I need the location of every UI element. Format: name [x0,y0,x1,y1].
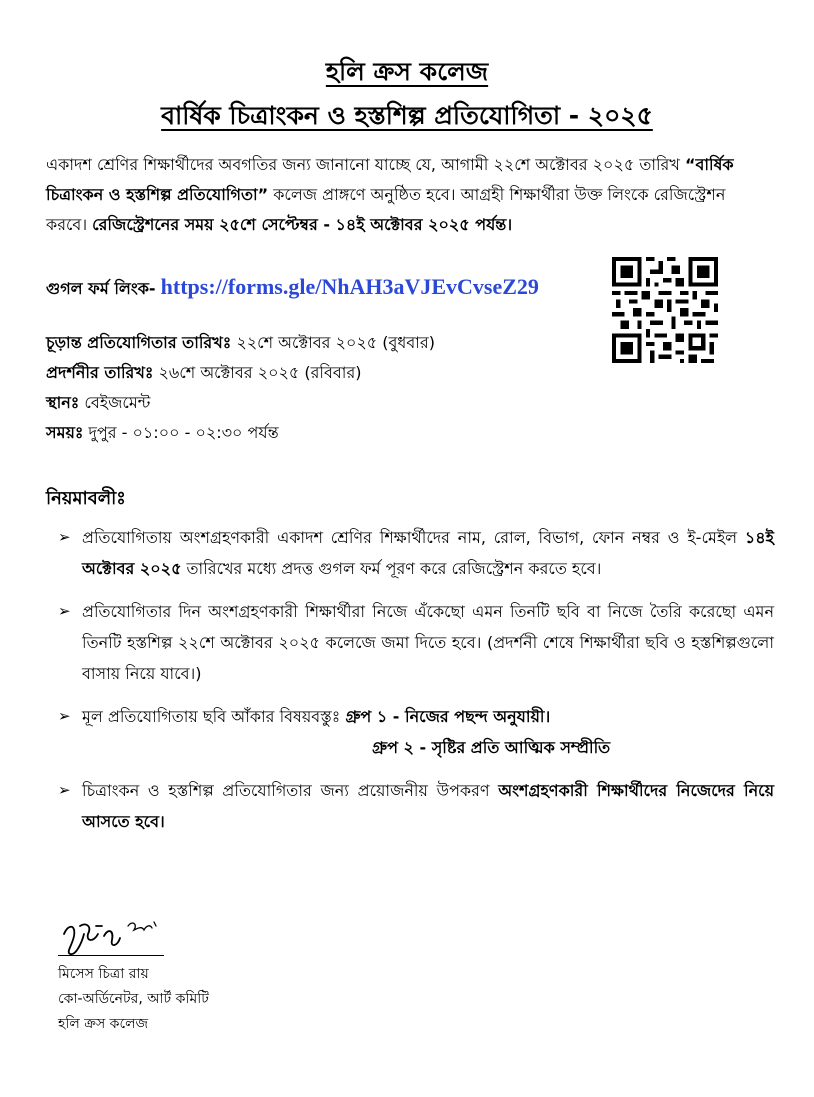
exhibition-date-row [46,358,435,388]
registration-period: রেজিস্ট্রেশনের সময় ২৫শে সেপ্টেম্বর - ১৪ই অক্টোবর ২০২৫ পর্যন্ত। [92,215,513,234]
rules-list [58,522,774,849]
rule-item [58,775,774,837]
signatory-role: কো-অর্ডিনেটর, আর্ট কমিটি [58,991,209,1007]
college-name: হলি ক্রস কলেজ [325,57,489,86]
signature-line [58,955,164,956]
rule-item [58,701,774,763]
venue-value: বেইজমেন্ট [79,393,151,412]
rule-item [58,596,774,689]
rule-1-deadline: ১৪ই অক্টোবর ২০২৫ [82,528,774,578]
intro-event-name: “বার্ষিক চিত্রাংকন ও হস্তশিল্প প্রতিযোগিতা” [46,155,734,204]
signatory-block [58,962,209,1037]
time-value: দুপুর - ০১:০০ - ০২:৩০ পর্যন্ত [83,423,279,442]
time-label: সময়ঃ [46,423,84,442]
handwritten-signature [58,912,168,960]
signatory-name: মিসেস চিত্রা রায় [58,966,149,982]
arrow-bullet-icon: ➢ [58,707,71,725]
form-link-row [46,274,539,303]
rule-item [58,522,774,584]
final-date-value: ২২শে অক্টোবর ২০২৫ (বুধবার) [231,333,435,352]
exhibition-date-value: ২৬শে অক্টোবর ২০২৫ (রবিবার) [153,363,362,382]
intro-text-2: কলেজ প্রাঙ্গণে অনুষ্ঠিত হবে। আগ্রহী শিক্ষার্থীরা উক্ত লিংকে রেজিস্ট্রেশন করবে। [46,185,726,234]
time-row [46,418,435,448]
rules-heading: নিয়মাবলীঃ [46,488,126,509]
notice-title: বার্ষিক চিত্রাংকন ও হস্তশিল্প প্রতিযোগিতা - ২০২৫ [161,101,653,130]
intro-text-1: একাদশ শ্রেণির শিক্ষার্থীদের অবগতির জন্য জানানো যাচ্ছে যে, আগামী ২২শে অক্টোবর ২০২৫ তারিখ [46,155,685,174]
intro-paragraph [46,150,762,240]
venue-label: স্থানঃ [46,393,80,412]
google-form-link[interactable]: https://forms.gle/NhAH3aVJEvCvseZ29 [160,274,539,299]
rule-4-text: চিত্রাংকন ও হস্তশিল্প প্রতিযোগিতার জন্য প্রয়োজনীয় উপকরণ [82,781,499,800]
rule-3-group-2: গ্রুপ ২ - সৃষ্টির প্রতি আত্মিক সম্প্রীতি [372,738,611,757]
arrow-bullet-icon: ➢ [58,602,71,620]
final-date-label: চূড়ান্ত প্রতিযোগিতার তারিখঃ [46,333,232,352]
event-details [46,328,435,448]
rule-2-text: প্রতিযোগিতার দিন অংশগ্রহণকারী শিক্ষার্থীরা নিজে এঁকেছো এমন তিনটি ছবি বা নিজে তৈরি করেছো এমন তিনটি হস্তশিল্প ২২শে অক্টোবর ২০২৫ কলেজে জমা দিতে হবে। (প্রদর্শনী শেষে শিক্ষার্থীরা ছবি ও হস্তশিল্পগুলো বাসায় নিয়ে যাবে।) [82,602,774,683]
final-date-row [46,328,435,358]
arrow-bullet-icon: ➢ [58,528,71,546]
venue-row [46,388,435,418]
qr-code-icon[interactable] [612,257,718,363]
exhibition-date-label: প্রদর্শনীর তারিখঃ [46,363,154,382]
rule-1-text: প্রতিযোগিতায় অংশগ্রহণকারী একাদশ শ্রেণির শিক্ষার্থীদের নাম, রোল, বিভাগ, ফোন নম্বর ও ই-মেইল [82,528,745,547]
arrow-bullet-icon: ➢ [58,781,71,799]
form-link-label: গুগল ফর্ম লিংক- [46,279,156,298]
rule-3-group-1: গ্রুপ ১ - নিজের পছন্দ অনুযায়ী। [345,707,551,726]
rule-1-text-end: তারিখের মধ্যে প্রদত্ত গুগল ফর্ম পূরণ করে রেজিস্ট্রেশন করতে হবে। [181,559,602,578]
signatory-org: হলি ক্রস কলেজ [58,1016,149,1032]
rule-3-text: মূল প্রতিযোগিতায় ছবি আঁকার বিষয়বস্তুঃ [82,707,346,726]
rule-4-emphasis: অংশগ্রহণকারী শিক্ষার্থীদের নিজেদের নিয়ে আসতে হবে। [82,781,774,831]
